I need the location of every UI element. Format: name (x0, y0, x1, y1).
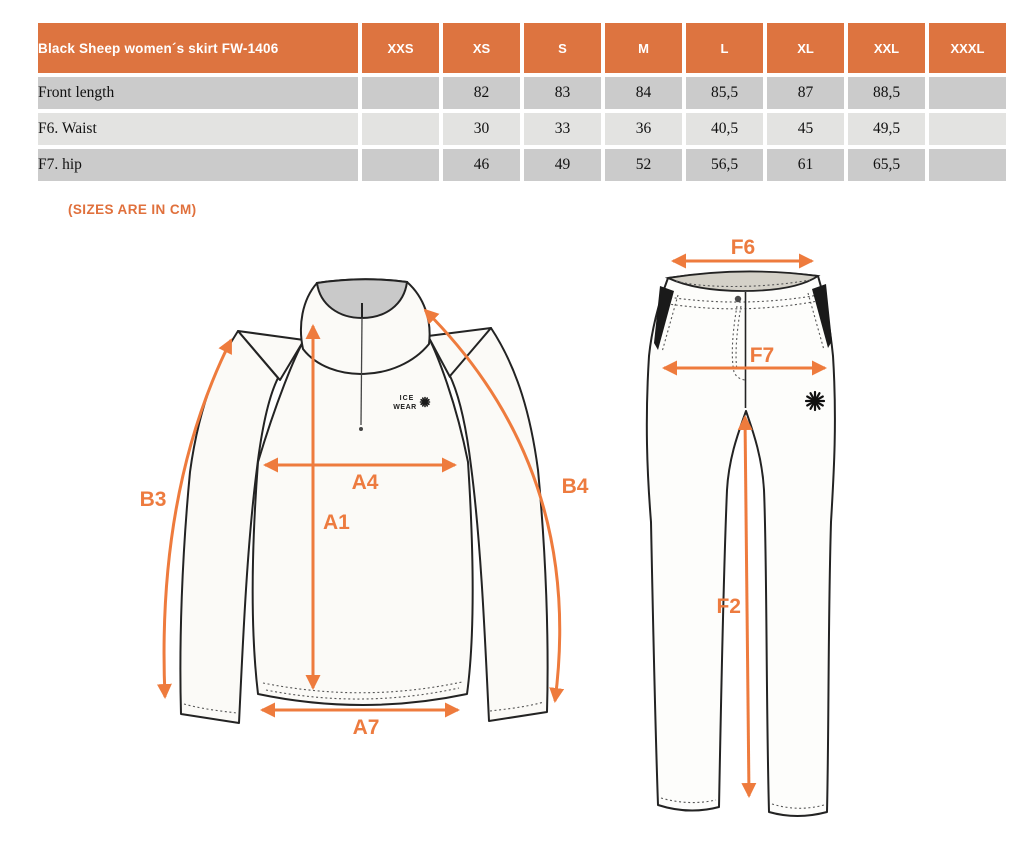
shirt-drawing (140, 279, 589, 739)
size-column-header: XXS (362, 23, 439, 73)
size-column-header: XL (767, 23, 844, 73)
shirt-label-B4: B4 (561, 475, 589, 498)
size-value-cell (929, 149, 1006, 181)
size-value-cell (929, 77, 1006, 109)
pants-arrow-F2 (745, 417, 749, 796)
size-column-header: M (605, 23, 682, 73)
size-column-header: XXXL (929, 23, 1006, 73)
size-value-cell: 40,5 (686, 113, 763, 145)
size-value-cell (362, 113, 439, 145)
shirt-logo-ice: ICE (399, 395, 415, 402)
size-table-header-row (38, 23, 1006, 73)
size-column-header: S (524, 23, 601, 73)
size-value-cell: 49,5 (848, 113, 925, 145)
size-value-cell: 36 (605, 113, 682, 145)
shirt-torso (253, 336, 473, 705)
size-value-cell: 88,5 (848, 77, 925, 109)
size-value-cell: 49 (524, 149, 601, 181)
size-table-row (38, 149, 1006, 181)
size-value-cell: 45 (767, 113, 844, 145)
size-value-cell: 83 (524, 77, 601, 109)
pants-label-F2: F2 (716, 595, 741, 618)
size-column-header: XS (443, 23, 520, 73)
size-value-cell: 85,5 (686, 77, 763, 109)
size-value-cell: 61 (767, 149, 844, 181)
measurement-label: F7. hip (38, 149, 358, 181)
shirt-label-B3: B3 (139, 488, 167, 511)
size-column-header: XXL (848, 23, 925, 73)
size-value-cell: 87 (767, 77, 844, 109)
measurement-label: F6. Waist (38, 113, 358, 145)
pants-body (647, 272, 835, 816)
size-value-cell: 82 (443, 77, 520, 109)
size-table (34, 19, 1010, 185)
size-column-header: L (686, 23, 763, 73)
size-value-cell: 33 (524, 113, 601, 145)
pants-label-F7: F7 (749, 344, 775, 367)
shirt-logo-wear: WEAR (393, 404, 417, 411)
pants-button (735, 296, 741, 302)
size-value-cell (929, 113, 1006, 145)
size-value-cell: 65,5 (848, 149, 925, 181)
pants-label-F6: F6 (730, 236, 756, 259)
size-value-cell (362, 149, 439, 181)
pants-drawing (647, 236, 835, 816)
size-value-cell: 46 (443, 149, 520, 181)
measurement-diagrams (0, 230, 1035, 844)
shirt-label-A4: A4 (351, 471, 379, 494)
size-table-row (38, 77, 1006, 109)
size-value-cell: 84 (605, 77, 682, 109)
size-value-cell: 52 (605, 149, 682, 181)
size-table-row (38, 113, 1006, 145)
size-value-cell (362, 77, 439, 109)
shirt-label-A7: A7 (352, 716, 380, 739)
measurement-label: Front length (38, 77, 358, 109)
shirt-zipper-pull (359, 427, 363, 431)
size-value-cell: 56,5 (686, 149, 763, 181)
size-value-cell: 30 (443, 113, 520, 145)
sizes-in-cm-note: (SIZES ARE IN CM) (68, 202, 197, 217)
shirt-label-A1: A1 (323, 511, 350, 534)
size-table-title: Black Sheep women´s skirt FW-1406 (38, 23, 358, 73)
